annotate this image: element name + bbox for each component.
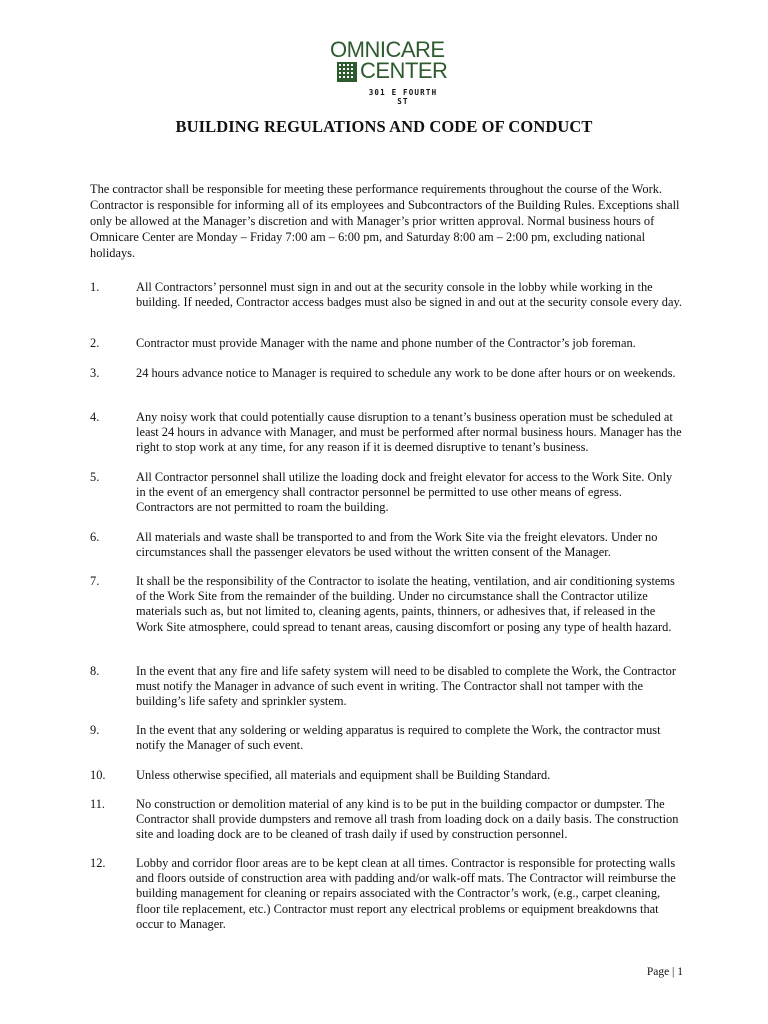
item-number: 6. (90, 530, 100, 544)
item-text: It shall be the responsibility of the Contractor to isolate the heating, ventilation, and air conditioning systems of the Work Site from the remainder of the building. Under no circumstance shall the Contractor utilize materials such as, but not limited to, cleaning agents, paints, thinners, or adhesives that, if released in the Work Site atmosphere, could spread to tenant areas, causing discomfort or posing any type of health hazard. (136, 574, 675, 634)
item-number: 2. (90, 336, 100, 350)
item-text: Unless otherwise specified, all materials and equipment shall be Building Standard. (136, 768, 551, 782)
item-number: 7. (90, 574, 100, 588)
item-text: Any noisy work that could potentially cause disruption to a tenant’s business operation must be scheduled at least 24 hours in advance with Manager, and must be performed after normal business hours. Manager has the right to stop work at any time, for any reason if it is deemed disruptive to tenant’s business. (136, 410, 682, 455)
item-text: Contractor must provide Manager with the name and phone number of the Contractor’s job foreman. (136, 336, 636, 350)
item-text: 24 hours advance notice to Manager is required to schedule any work to be done after hours or on weekends. (136, 366, 676, 380)
item-number: 8. (90, 664, 100, 678)
item-text: Lobby and corridor floor areas are to be kept clean at all times. Contractor is responsible for protecting walls and floors outside of construction area with padding and/or walk-off mats. The Contractor will reimburse the building management for cleaning or repairs associated with the Contractor’s work, (e.g., carpet cleaning, floor tile replacement, etc.) Contractor must report any electrical problems or equipment breakdowns that occur to Manager. (136, 856, 676, 931)
item-number: 11. (90, 797, 106, 811)
item-text: No construction or demolition material of any kind is to be put in the building compactor or dumpster. The Contractor shall provide dumpsters and remove all trash from loading dock on a daily basis. The construction site and loading dock are to be cleaned of trash daily if used by construction personnel. (136, 797, 679, 842)
logo-line2: CENTER (360, 58, 448, 83)
item-number: 12. (90, 856, 106, 870)
document-title: BUILDING REGULATIONS AND CODE OF CONDUCT (175, 117, 593, 136)
intro-paragraph: The contractor shall be responsible for meeting these performance requirements throughout the course of the Work. Contractor is responsible for informing all of its employees and Subcontractors of the Building Rules. Exceptions shall only be allowed at the Manager’s discretion and with Manager’s prior written approval. Normal business hours of Omnicare Center are Monday – Friday 7:00 am – 6:00 pm, and Saturday 8:00 am – 2:00 pm, excluding national holidays. (90, 182, 680, 260)
item-number: 5. (90, 470, 100, 484)
building-icon (336, 61, 358, 83)
item-number: 4. (90, 410, 100, 424)
item-text: All materials and waste shall be transported to and from the Work Site via the freight elevators. Under no circumstances shall the passenger elevators be used without the written consent of the Manager. (136, 530, 658, 560)
item-text: In the event that any fire and life safety system will need to be disabled to complete the Work, the Contractor must notify the Manager in advance of such event in writing. The Contractor shall not tamper with the building’s life safety and sprinkler system. (136, 664, 677, 709)
item-text: All Contractors’ personnel must sign in and out at the security console in the lobby while working in the building. If needed, Contractor access badges must also be signed in and out at the security console every day. (136, 280, 682, 310)
item-text: All Contractor personnel shall utilize the loading dock and freight elevator for access to the Work Site. Only in the event of an emergency shall contractor personnel be permitted to use other means of egress. Contractors are not permitted to roam the building. (136, 470, 673, 515)
logo-address: 301 E FOURTH ST (368, 88, 438, 106)
item-number: 10. (90, 768, 106, 782)
item-number: 9. (90, 723, 100, 737)
page-number: Page | 1 (646, 966, 683, 978)
item-number: 1. (90, 280, 100, 294)
item-number: 3. (90, 366, 100, 380)
omnicare-center-logo (330, 37, 448, 106)
logo-line1: OMNICARE (330, 37, 445, 62)
item-text: In the event that any soldering or welding apparatus is required to complete the Work, the contractor must notify the Manager of such event. (136, 723, 661, 753)
